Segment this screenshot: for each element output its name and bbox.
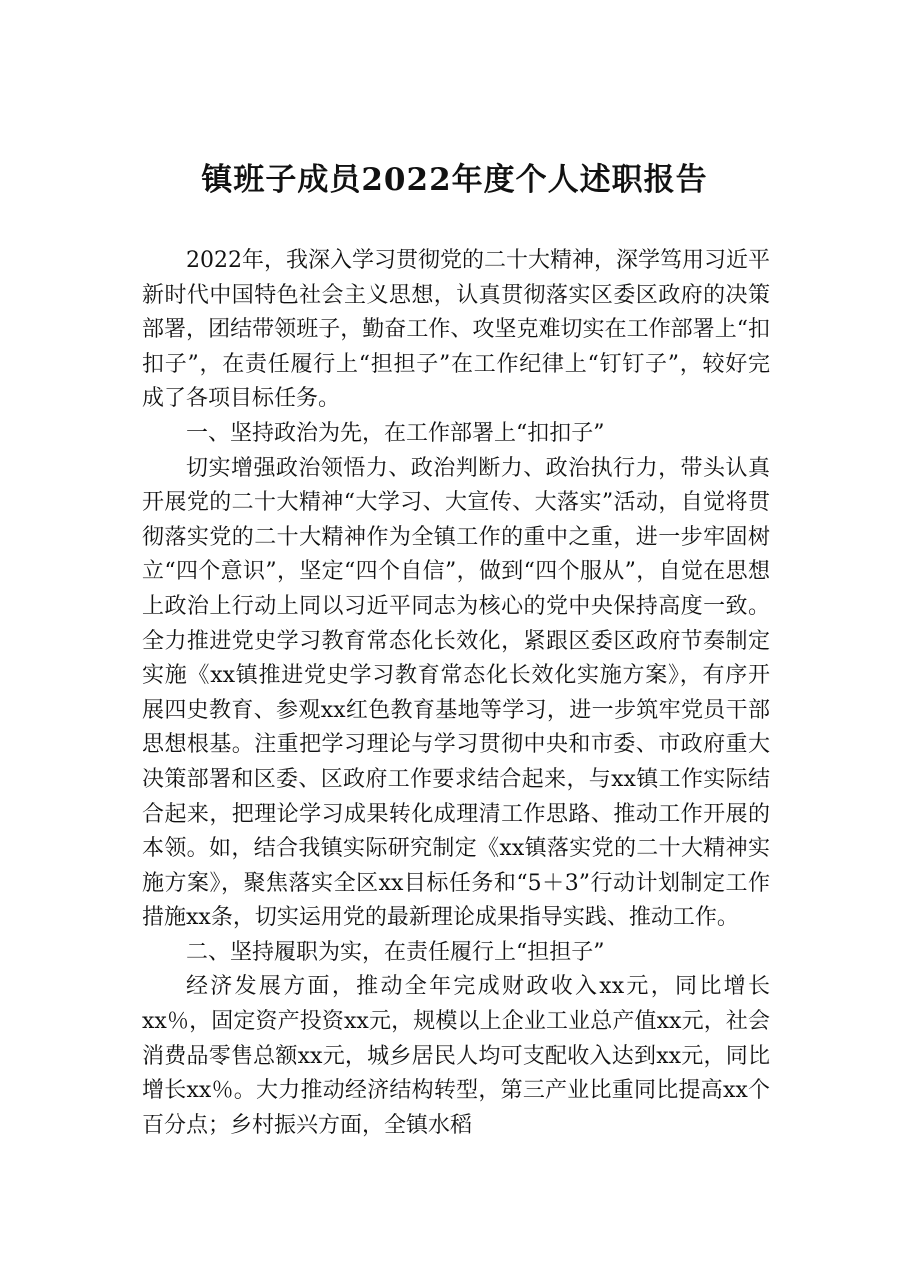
document-body — [142, 244, 770, 1143]
paragraph-section-1: 切实增强政治领悟力、政治判断力、政治执行力，带头认真开展党的二十大精神“大学习、大宣传、大落实”活动，自觉将贯彻落实党的二十大精神作为全镇工作的重中之重，进一步牢固树立“四个意识”，坚定“四个自信”，做到“四个服从”，自觉在思想上政治上行动上同以习近平同志为核心的党中央保持高度一致。全力推进党史学习教育常态化长效化，紧跟区委区政府节奏制定实施《xx镇推进党史学习教育常态化长效化实施方案》，有序开展四史教育、参观xx红色教育基地等学习，进一步筑牢党员干部思想根基。注重把学习理论与学习贯彻中央和市委、市政府重大决策部署和区委、区政府工作要求结合起来，与xx镇工作实际结合起来，把理论学习成果转化成理清工作思路、推动工作开展的本领。如，结合我镇实际研究制定《xx镇落实党的二十大精神实施方案》，聚焦落实全区xx目标任务和“5＋3”行动计划制定工作措施xx条，切实运用党的最新理论成果指导实践、推动工作。 — [142, 455, 770, 931]
section-heading-2: 二、坚持履职为实，在责任履行上“担担子” — [186, 939, 605, 965]
section-heading-1: 一、坚持政治为先，在工作部署上“扣扣子” — [186, 420, 605, 446]
paragraph-intro: 2022年，我深入学习贯彻党的二十大精神，深学笃用习近平新时代中国特色社会主义思想，认真贯彻落实区委区政府的决策部署，团结带领班子，勤奋工作、攻坚克难切实在工作部署上“扣扣子”，在责任履行上“担担子”在工作纪律上“钉钉子”，较好完成了各项目标任务。 — [142, 248, 770, 412]
document-title: 镇班子成员2022年度个人述职报告 — [201, 162, 708, 198]
paragraph-section-2: 经济发展方面，推动全年完成财政收入xx元，同比增长xx％，固定资产投资xx元，规模以上企业工业总产值xx元，社会消费品零售总额xx元，城乡居民人均可支配收入达到xx元，同比增长xx％。大力推动经济结构转型，第三产业比重同比提高xx个百分点；乡村振兴方面，全镇水稻 — [142, 974, 770, 1138]
